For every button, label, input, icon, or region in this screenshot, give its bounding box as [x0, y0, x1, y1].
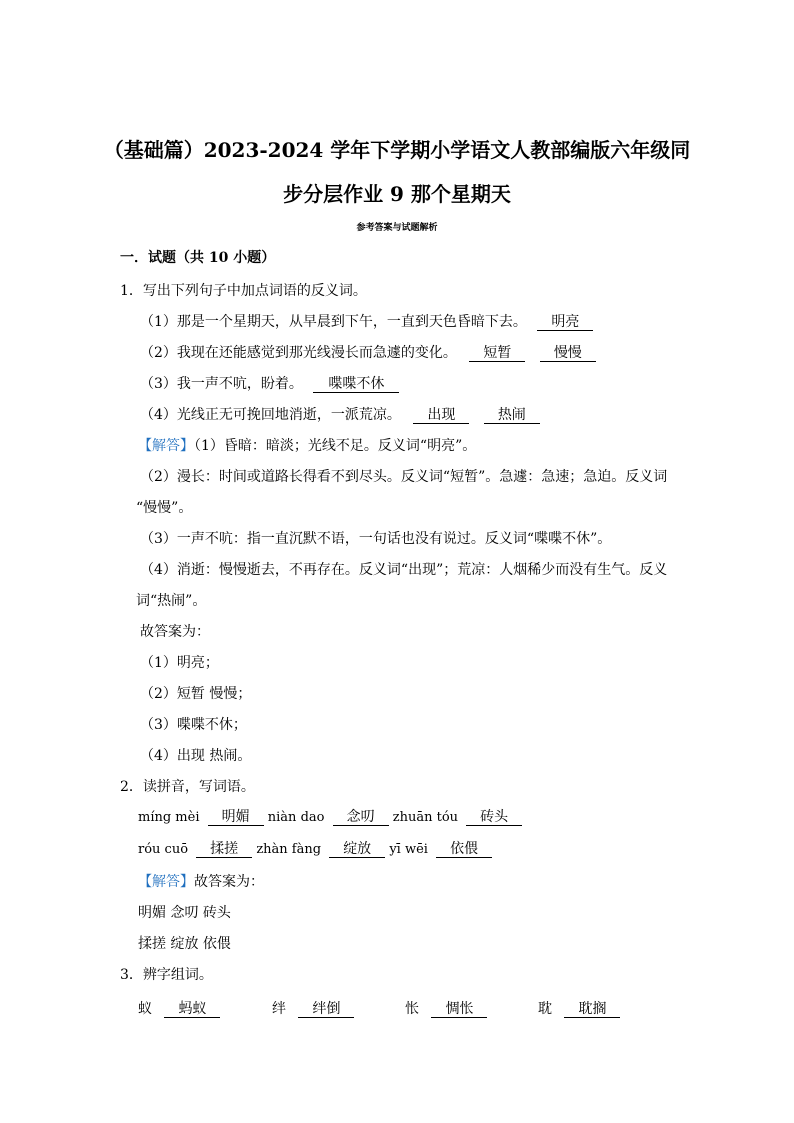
q1-analysis-tag: 【解答】: [138, 438, 194, 454]
q1-analysis-line-3: “慢慢”。: [136, 500, 193, 516]
q2-analysis-tag: 【解答】: [138, 874, 194, 890]
q3-char-3: 怅: [405, 1001, 419, 1017]
q1-item-4-answer-2: 热闹: [484, 407, 540, 424]
section-heading: 一．试题（共 10 小题）: [120, 250, 276, 266]
q2-summary-2: 揉搓 绽放 依偎: [138, 936, 231, 952]
q3-answer-1: 蚂蚁: [164, 1001, 220, 1018]
doc-title-line-2: 步分层作业 9 那个星期天: [283, 182, 511, 206]
q1-stem: 1．写出下列句子中加点词语的反义词。: [120, 283, 367, 299]
q1-item-3-text: （3）我一声不吭，盼着。: [140, 376, 303, 392]
q1-item-3-answer-1: 喋喋不休: [313, 376, 399, 393]
q2-answer-6: 依偎: [436, 841, 492, 858]
q1-item-2-answer-1: 短暂: [469, 345, 525, 362]
doc-subtitle: 参考答案与试题解析: [356, 223, 438, 233]
q1-answer-1: （1）明亮；: [140, 655, 219, 671]
q2-pinyin-2: niàn dao: [267, 810, 325, 825]
q2-row-1: [138, 808, 522, 828]
q3-stem: 3．辨字组词。: [120, 967, 213, 983]
q1-item-4: [140, 405, 540, 425]
q1-answer-2: （2）短暂 慢慢；: [140, 686, 252, 702]
q3-item-4: [538, 999, 620, 1019]
q1-item-1-text: （1）那是一个星期天，从早晨到下午，一直到天色昏暗下去。: [140, 314, 527, 330]
q1-analysis-line-4: （3）一声不吭：指一直沉默不语，一句话也没有说过。反义词“喋喋不休”。: [140, 531, 612, 547]
q3-answer-2: 绊倒: [298, 1001, 354, 1018]
q2-pinyin-5: zhàn fàng: [256, 842, 322, 857]
q1-item-4-text: （4）光线正无可挽回地消逝，一派荒凉。: [140, 407, 401, 423]
q3-answer-4: 耽搁: [564, 1001, 620, 1018]
q3-item-3: [405, 999, 487, 1019]
q1-item-1-answer-1: 明亮: [537, 314, 593, 331]
doc-title-line-1: （基础篇）2023-2024 学年下学期小学语文人教部编版六年级同: [103, 138, 691, 162]
q3-char-2: 绊: [272, 1001, 286, 1017]
q2-stem: 2．读拼音，写词语。: [120, 779, 255, 795]
q1-item-2: [140, 343, 596, 363]
q2-answer-2: 念叨: [333, 809, 389, 826]
q1-analysis-text-1: （1）昏暗：暗淡；光线不足。反义词“明亮”。: [194, 438, 477, 454]
q3-item-1: [138, 999, 220, 1019]
q1-item-4-answer-1: 出现: [413, 407, 469, 424]
q1-analysis-line-2: （2）漫长：时间或道路长得看不到尽头。反义词“短暂”。急遽：急速；急迫。反义词: [140, 469, 668, 485]
q1-item-3: [140, 374, 399, 394]
q2-row-2: [138, 840, 492, 860]
q2-answer-5: 绽放: [329, 841, 385, 858]
q2-pinyin-6: yī wēi: [389, 842, 428, 857]
q2-answer-3: 砖头: [466, 809, 522, 826]
q2-answer-4: 揉搓: [196, 841, 252, 858]
q2-answer-1: 明媚: [208, 809, 264, 826]
q1-analysis-line-1: [138, 436, 476, 456]
q2-summary-1: 明媚 念叨 砖头: [138, 905, 231, 921]
q1-item-1: [140, 312, 593, 332]
q1-answer-3: （3）喋喋不休；: [140, 717, 247, 733]
q2-analysis-line: [138, 872, 264, 892]
q2-pinyin-1: míng mèi: [138, 810, 200, 825]
q2-pinyin-4: róu cuō: [138, 842, 189, 857]
q3-item-2: [272, 999, 354, 1019]
q2-analysis-lead: 故答案为：: [194, 874, 264, 890]
q1-item-2-answer-2: 慢慢: [540, 345, 596, 362]
q1-analysis-line-5: （4）消逝：慢慢逝去，不再存在。反义词“出现”；荒凉：人烟稀少而没有生气。反义: [140, 562, 668, 578]
q1-analysis-line-6: 词“热闹”。: [136, 593, 207, 609]
q1-item-2-text: （2）我现在还能感觉到那光线漫长而急遽的变化。: [140, 345, 457, 361]
q3-answer-3: 惆怅: [431, 1001, 487, 1018]
q2-pinyin-3: zhuān tóu: [392, 810, 459, 825]
q1-answer-4: （4）出现 热闹。: [140, 748, 252, 764]
q3-char-1: 蚁: [138, 1001, 152, 1017]
q3-char-4: 耽: [538, 1001, 552, 1017]
q1-answer-lead: 故答案为：: [140, 624, 210, 640]
